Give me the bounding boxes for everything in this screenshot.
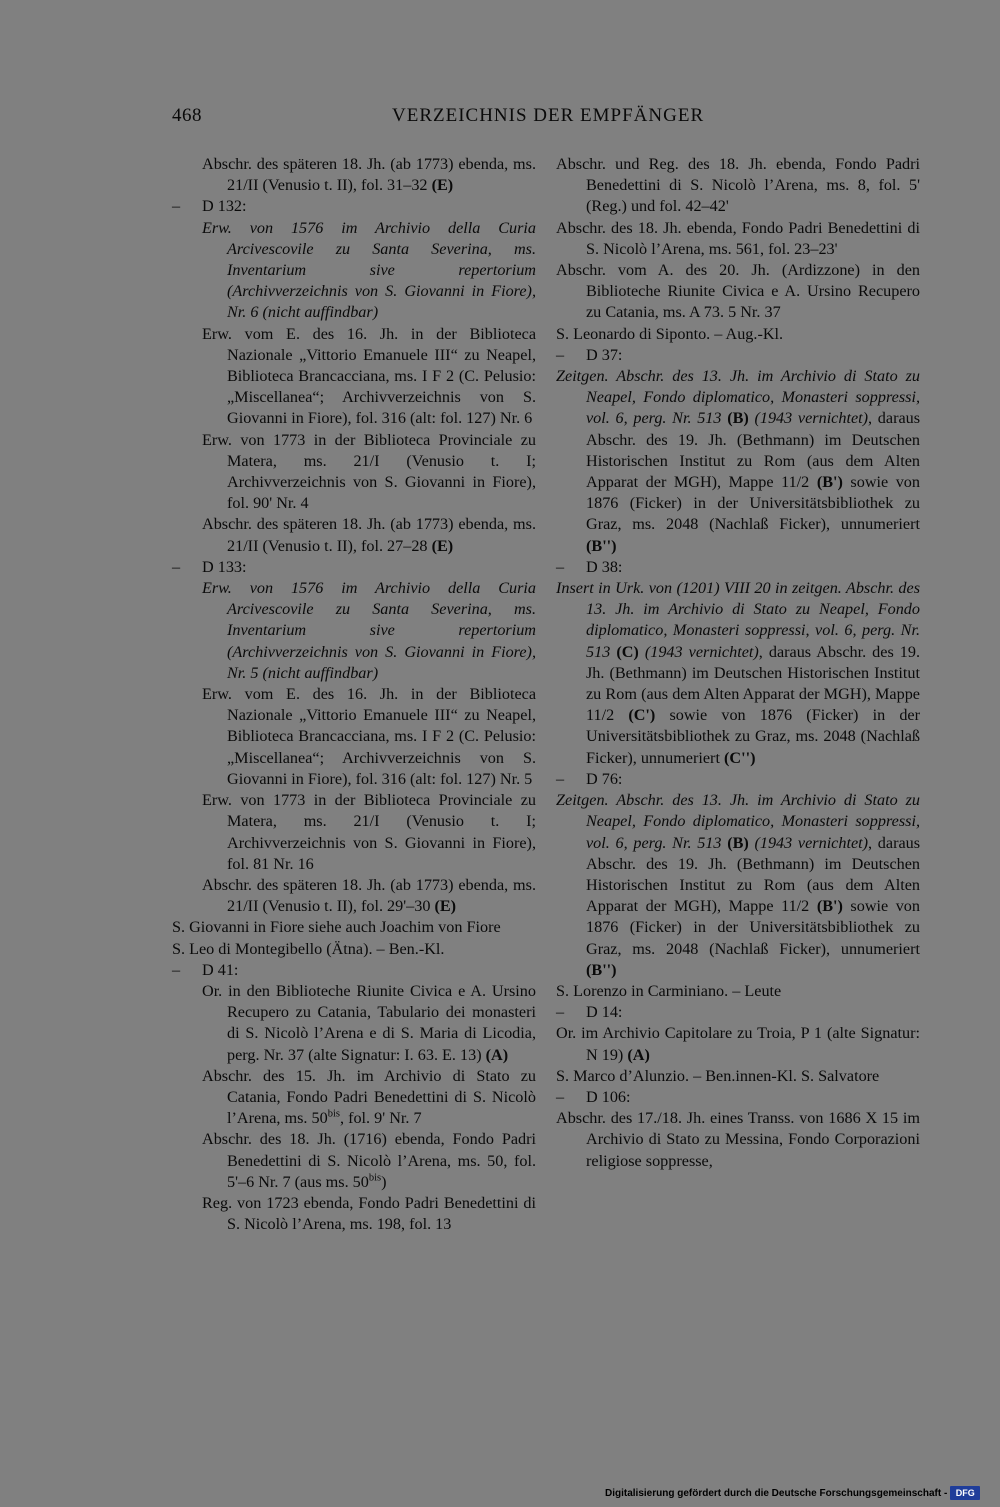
page-number: 468: [172, 105, 202, 126]
recipient-heading: S. Lorenzo in Carminiano. – Leute: [556, 981, 782, 1000]
source-entry: Erw. von 1576 im Archivio della Curia Arcivescovile zu Santa Severina, ms. Inventarium sive repertorium (Archivverzeichnis von S. Giovanni in Fiore), Nr. 6 (nicht auffindbar): [202, 218, 536, 322]
document-number-entry: – D 41:: [172, 960, 536, 981]
dfg-logo-icon: DFG: [950, 1486, 980, 1500]
document-number-entry: – D 37:: [556, 345, 920, 366]
document-number-entry: – D 76:: [556, 769, 920, 790]
entry-dash: –: [556, 769, 565, 788]
source-entry: Erw. von 1576 im Archivio della Curia Arcivescovile zu Santa Severina, ms. Inventarium sive repertorium (Archivverzeichnis von S. Giovanni in Fiore), Nr. 5 (nicht auffindbar): [202, 579, 536, 682]
source-entry: Zeitgen. Abschr. des 13. Jh. im Archivio di Stato zu Neapel, Fondo diplomatico, Monasteri soppressi, vol. 6, perg. Nr. 513 (B) (1943 vernichtet), daraus Abschr. des 19. Jh. (Bethmann) im Deutschen Historischen Institut zu Rom (aus dem Alten Apparat der MGH), Mappe 11/2 (B') sowie von 1876 (Ficker) in der Universitätsbibliothek zu Graz, ms. 2048 (Nachlaß Ficker), unnumeriert (B''): [556, 367, 921, 555]
document-number-entry: – D 133:: [172, 557, 536, 578]
right-column: [556, 154, 920, 1172]
left-column: [172, 154, 536, 1235]
document-number-entry: – D 38:: [556, 557, 920, 578]
source-entry: Or. im Archivio Capitolare zu Troia, P 1 (alte Signatur: N 19) (A): [556, 1024, 920, 1064]
recipient-heading: S. Marco d’Alunzio. – Ben.innen-Kl. S. Salvatore: [556, 1066, 880, 1085]
document-number-entry: – D 106:: [556, 1087, 920, 1108]
source-entry: Abschr. vom A. des 20. Jh. (Ardizzone) in den Biblioteche Riunite Civica e A. Ursino Recupero zu Catania, ms. A 73. 5 Nr. 37: [556, 261, 920, 322]
entry-dash: –: [556, 1087, 565, 1106]
entry-dash: –: [172, 197, 181, 216]
source-entry: Abschr. des späteren 18. Jh. (ab 1773) ebenda, ms. 21/II (Venusio t. II), fol. 31–32 (E): [202, 155, 536, 195]
dfg-footer: [605, 1485, 980, 1501]
source-entry: Abschr. des 17./18. Jh. eines Transs. von 1686 X 15 im Archivio di Stato zu Messina, Fondo Corporazioni religiose soppresse,: [556, 1109, 920, 1170]
entry-dash: –: [172, 557, 181, 576]
entry-dash: –: [556, 557, 565, 576]
source-entry: Erw. vom E. des 16. Jh. in der Biblioteca Nazionale „Vittorio Emanuele III“ zu Neapel, Biblioteca Brancacciana, ms. I F 2 (C. Pelusio: „Miscellanea“; Archivverzeichnis von S. Giovanni in Fiore), fol. 316 (alt: fol. 127) Nr. 6: [202, 324, 536, 428]
source-entry: Abschr. des 18. Jh. ebenda, Fondo Padri Benedettini di S. Nicolò l’Arena, ms. 561, fol. 23–23': [556, 218, 920, 258]
document-number-entry: – D 132:: [172, 196, 536, 217]
dfg-credit-text: Digitalisierung gefördert durch die Deutsche Forschungsgemeinschaft -: [605, 1487, 948, 1499]
page-header: [0, 105, 1000, 135]
source-entry: Reg. von 1723 ebenda, Fondo Padri Benedettini di S. Nicolò l’Arena, ms. 198, fol. 13: [202, 1193, 536, 1234]
source-entry: Zeitgen. Abschr. des 13. Jh. im Archivio di Stato zu Neapel, Fondo diplomatico, Monasteri soppressi, vol. 6, perg. Nr. 513 (B) (1943 vernichtet), daraus Abschr. des 19. Jh. (Bethmann) im Deutschen Historischen Institut zu Rom (aus dem Alten Apparat der MGH), Mappe 11/2 (B') sowie von 1876 (Ficker) in der Universitätsbibliothek zu Graz, ms. 2048 (Nachlaß Ficker), unnumeriert (B''): [556, 791, 921, 979]
recipient-heading: S. Leo di Montegibello (Ätna). – Ben.-Kl.: [172, 939, 445, 958]
source-entry: Erw. von 1773 in der Biblioteca Provinciale zu Matera, ms. 21/I (Venusio t. I; Archivverzeichnis von S. Giovanni in Fiore), fol. 90' Nr. 4: [202, 430, 536, 513]
recipient-heading: S. Giovanni in Fiore siehe auch Joachim von Fiore: [172, 918, 501, 937]
source-entry: Abschr. des 15. Jh. im Archivio di Stato zu Catania, Fondo Padri Benedettini di S. Nicolò l’Arena, ms. $50^{bis}$, fol. 9' Nr. 7: [202, 1066, 536, 1128]
entry-dash: –: [556, 1003, 565, 1022]
entry-dash: –: [172, 960, 181, 979]
source-entry: Erw. von 1773 in der Biblioteca Provinciale zu Matera, ms. 21/I (Venusio t. I; Archivverzeichnis von S. Giovanni in Fiore), fol. 81 Nr. 16: [202, 791, 536, 873]
source-entry: Erw. vom E. des 16. Jh. in der Biblioteca Nazionale „Vittorio Emanuele III“ zu Neapel, Biblioteca Brancacciana, ms. I F 2 (C. Pelusio: „Miscellanea“; Archivverzeichnis von S. Giovanni in Fiore), fol. 316 (alt: fol. 127) Nr. 5: [202, 685, 536, 788]
running-title: VERZEICHNIS DER EMPFÄNGER: [392, 105, 705, 126]
source-entry: Abschr. des späteren 18. Jh. (ab 1773) ebenda, ms. 21/II (Venusio t. II), fol. 29'–30 (E): [202, 875, 536, 916]
source-entry: Abschr. und Reg. des 18. Jh. ebenda, Fondo Padri Benedettini di S. Nicolò l’Arena, ms. 8, fol. 5' (Reg.) und fol. 42–42': [556, 155, 920, 216]
recipient-heading: S. Leonardo di Siponto. – Aug.-Kl.: [556, 324, 784, 343]
source-entry: Abschr. des späteren 18. Jh. (ab 1773) ebenda, ms. 21/II (Venusio t. II), fol. 27–28 (E): [202, 515, 536, 555]
entry-dash: –: [556, 345, 565, 364]
document-number-entry: – D 14:: [556, 1002, 920, 1023]
source-entry: Insert in Urk. von (1201) VIII 20 in zeitgen. Abschr. des 13. Jh. im Archivio di Stato zu Neapel, Fondo diplomatico, Monasteri soppressi, vol. 6, perg. Nr. 513 (C) (1943 vernichtet), daraus Abschr. des 19. Jh. (Bethmann) im Deutschen Historischen Institut zu Rom (aus dem Alten Apparat der MGH), Mappe 11/2 (C') sowie von 1876 (Ficker) in der Universitätsbibliothek zu Graz, ms. 2048 (Nachlaß Ficker), unnumeriert (C''): [556, 579, 921, 767]
source-entry: Or. in den Biblioteche Riunite Civica e A. Ursino Recupero zu Catania, Tabulario dei monasteri di S. Nicolò l’Arena e di S. Maria di Licodia, perg. Nr. 37 (alte Signatur: I. 63. E. 13) (A): [202, 981, 536, 1064]
source-entry: Abschr. des 18. Jh. (1716) ebenda, Fondo Padri Benedettini di S. Nicolò l’Arena, ms. 50, fol. 5'–6 Nr. 7 (aus ms. $50^{bis}$): [202, 1130, 536, 1191]
